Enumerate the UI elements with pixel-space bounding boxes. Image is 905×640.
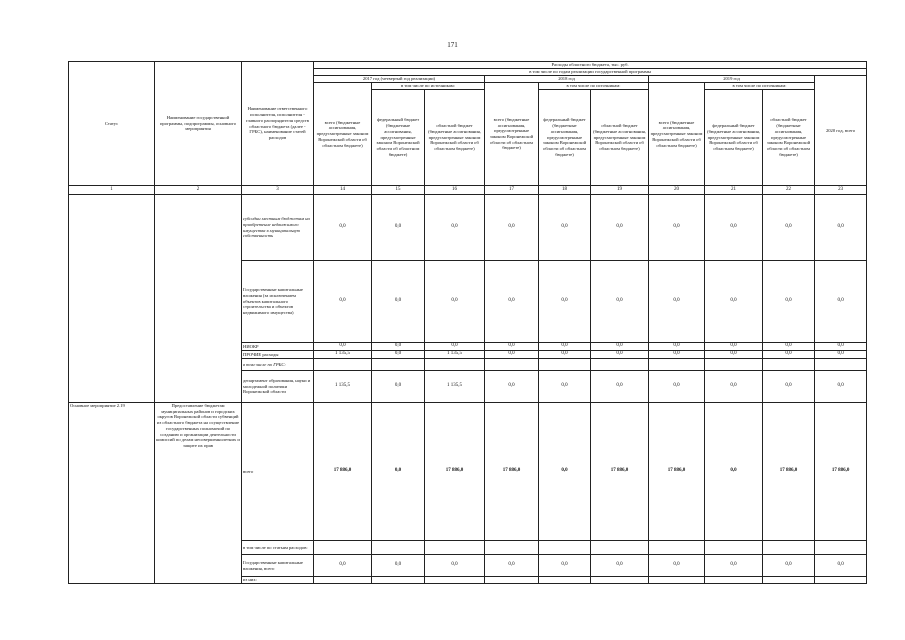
main-event-total-label: всего [242, 403, 314, 541]
value-cell: 0,0 [372, 403, 425, 541]
header-col-regional-2019: областной бюджет (бюджетные ассигнования, предусмотренные законом Воронежской области об областном бюджете) [763, 90, 815, 186]
value-cell: 0,0 [815, 261, 867, 343]
value-cell: 0,0 [485, 555, 539, 577]
value-cell: 1 135,5 [425, 351, 485, 359]
table-row [69, 403, 867, 541]
header-col-federal-2017: федеральный бюджет (бюджетные ассигнования, предусмотренные законом Воронежской области об областном бюджете) [372, 90, 425, 186]
value-cell: 17 886,0 [485, 403, 539, 541]
value-cell: 0,0 [815, 371, 867, 403]
value-cell: 0,0 [314, 343, 372, 351]
row-label: ПРОЧИЕ расходы [242, 351, 314, 359]
row-label: субсидии местным бюджетам на приобретение недвижимого имущества в муниципальную собственность [242, 195, 314, 261]
value-cell: 0,0 [425, 343, 485, 351]
value-cell: 0,0 [539, 195, 591, 261]
value-cell: 0,0 [705, 351, 763, 359]
column-number: 22 [763, 186, 815, 195]
value-cell: 0,0 [485, 195, 539, 261]
value-cell: 0,0 [591, 351, 649, 359]
column-number: 21 [705, 186, 763, 195]
value-cell: 0,0 [591, 555, 649, 577]
column-number: 17 [485, 186, 539, 195]
value-cell: 0,0 [539, 343, 591, 351]
value-cell: 17 886,0 [815, 403, 867, 541]
value-cell: 0,0 [705, 555, 763, 577]
column-number: 16 [425, 186, 485, 195]
value-cell: 0,0 [649, 555, 705, 577]
column-numbers-row [69, 186, 867, 195]
value-cell: 0,0 [314, 261, 372, 343]
value-cell: 0,0 [763, 351, 815, 359]
value-cell: 0,0 [372, 261, 425, 343]
value-cell: 0,0 [763, 261, 815, 343]
value-cell: 0,0 [649, 195, 705, 261]
row-label: Государственные капитальные вложения (за исключением объектов капитального строительства и объектов недвижимого имущества) [242, 261, 314, 343]
value-cell: 1 135,5 [314, 351, 372, 359]
value-cell: 0,0 [763, 343, 815, 351]
value-cell: 0,0 [815, 555, 867, 577]
header-incl-sources-2018: в том числе по источникам: [539, 83, 649, 90]
main-event-status: Основное мероприятие 2.19 [69, 403, 155, 584]
column-number: 1 [69, 186, 155, 195]
column-number: 14 [314, 186, 372, 195]
by-articles-label: в том числе по статьям расходов: [242, 541, 314, 555]
value-cell: 0,0 [649, 371, 705, 403]
value-cell: 0,0 [591, 343, 649, 351]
value-cell: 0,0 [425, 261, 485, 343]
value-cell: 0,0 [763, 371, 815, 403]
value-cell: 0,0 [705, 403, 763, 541]
value-cell: 0,0 [372, 351, 425, 359]
value-cell: 0,0 [539, 261, 591, 343]
value-cell: 0,0 [485, 261, 539, 343]
value-cell: 0,0 [372, 371, 425, 403]
value-cell: 0,0 [591, 371, 649, 403]
header-col-total-2018: всего (бюджетные ассигнования, предусмотренные законом Воронежской области об областном бюджете) [485, 83, 539, 186]
column-number: 15 [372, 186, 425, 195]
value-cell: 0,0 [705, 371, 763, 403]
header-col-2020: 2020 год, всего [815, 76, 867, 186]
value-cell: 0,0 [485, 343, 539, 351]
column-number: 20 [649, 186, 705, 195]
column-number: 2 [155, 186, 242, 195]
value-cell: 0,0 [705, 195, 763, 261]
header-year-2018: 2018 год [485, 76, 649, 83]
header-col-regional-2018: областной бюджет (бюджетные ассигнования, предусмотренные законом Воронежской области об областном бюджете) [591, 90, 649, 186]
row-label: департамент образования, науки и молодежной политики Воронежской области [242, 371, 314, 403]
header-incl-sources-2019: в том числе по источникам: [705, 83, 815, 90]
header-incl-sources-2017: в том числе по источникам: [372, 83, 485, 90]
value-cell: 0,0 [763, 555, 815, 577]
column-number: 18 [539, 186, 591, 195]
value-cell: 0,0 [314, 195, 372, 261]
value-cell: 1 135,5 [314, 371, 372, 403]
value-cell: 0,0 [372, 555, 425, 577]
header-program-name: Наименование государственной программы, подпрограммы, основного мероприятия [155, 62, 242, 186]
incl-label: из них: [242, 577, 314, 584]
status-cell-empty [69, 195, 155, 403]
capital-label: Государственные капитальные вложения, всего [242, 555, 314, 577]
header-by-years: в том числе по годам реализации государственной программы [314, 69, 867, 76]
value-cell: 0,0 [591, 195, 649, 261]
value-cell: 0,0 [539, 371, 591, 403]
value-cell: 1 135,5 [425, 371, 485, 403]
value-cell: 0,0 [425, 555, 485, 577]
column-number: 23 [815, 186, 867, 195]
header-year-2019: 2019 год [649, 76, 815, 83]
header-col-federal-2018: федеральный бюджет (бюджетные ассигнования, предусмотренные законом Воронежской области об областном бюджете) [539, 90, 591, 186]
value-cell: 0,0 [705, 343, 763, 351]
value-cell: 17 886,0 [649, 403, 705, 541]
value-cell: 0,0 [763, 195, 815, 261]
table-row [69, 195, 867, 261]
value-cell: 0,0 [485, 371, 539, 403]
value-cell: 17 886,0 [763, 403, 815, 541]
value-cell: 0,0 [815, 195, 867, 261]
value-cell: 0,0 [649, 261, 705, 343]
value-cell: 0,0 [539, 555, 591, 577]
value-cell: 0,0 [591, 261, 649, 343]
value-cell: 0,0 [649, 343, 705, 351]
program-cell-empty [155, 195, 242, 403]
value-cell: 17 886,0 [314, 403, 372, 541]
value-cell: 0,0 [815, 343, 867, 351]
value-cell: 0,0 [314, 555, 372, 577]
main-event-name: Предоставление бюджетам муниципальных районов и городских округов Воронежской области субвенций из областного бюджета на осуществление государственных полномочий по созданию и организации деятельности комиссий по делам несовершеннолетних и защите их прав [155, 403, 242, 584]
row-label: НИОКР [242, 343, 314, 351]
value-cell: 0,0 [372, 195, 425, 261]
value-cell: 17 886,0 [591, 403, 649, 541]
value-cell: 0,0 [649, 351, 705, 359]
page-number: 171 [447, 41, 458, 49]
value-cell: 17 886,0 [425, 403, 485, 541]
value-cell: 0,0 [485, 351, 539, 359]
header-executor: Наименование ответственного исполнителя, исполнителя - главного распорядителя средств областного бюджета (далее - ГРБС), наименование статей расходов [242, 62, 314, 186]
header-col-total-2017: всего (бюджетные ассигнования, предусмотренные законом Воронежской области об областном бюджете) [314, 83, 372, 186]
value-cell: 0,0 [815, 351, 867, 359]
header-year-2017: 2017 год (четвертый год реализации) [314, 76, 485, 83]
budget-table [68, 61, 867, 584]
value-cell: 0,0 [539, 351, 591, 359]
header-col-total-2019: всего (бюджетные ассигнования, предусмотренные законом Воронежской области об областном бюджете) [649, 83, 705, 186]
value-cell: 0,0 [705, 261, 763, 343]
header-col-federal-2019: федеральный бюджет (бюджетные ассигнования, предусмотренные законом Воронежской области об областном бюджете) [705, 90, 763, 186]
column-number: 3 [242, 186, 314, 195]
row-label: в том числе по ГРБС: [242, 359, 314, 371]
value-cell: 0,0 [425, 195, 485, 261]
column-number: 19 [591, 186, 649, 195]
header-col-regional-2017: областной бюджет (бюджетные ассигнования, предусмотренные законом Воронежской области об областном бюджете) [425, 90, 485, 186]
header-expenses-title: Расходы областного бюджета, тыс. руб. [314, 62, 867, 69]
value-cell: 0,0 [372, 343, 425, 351]
header-status: Статус [69, 62, 155, 186]
value-cell: 0,0 [539, 403, 591, 541]
